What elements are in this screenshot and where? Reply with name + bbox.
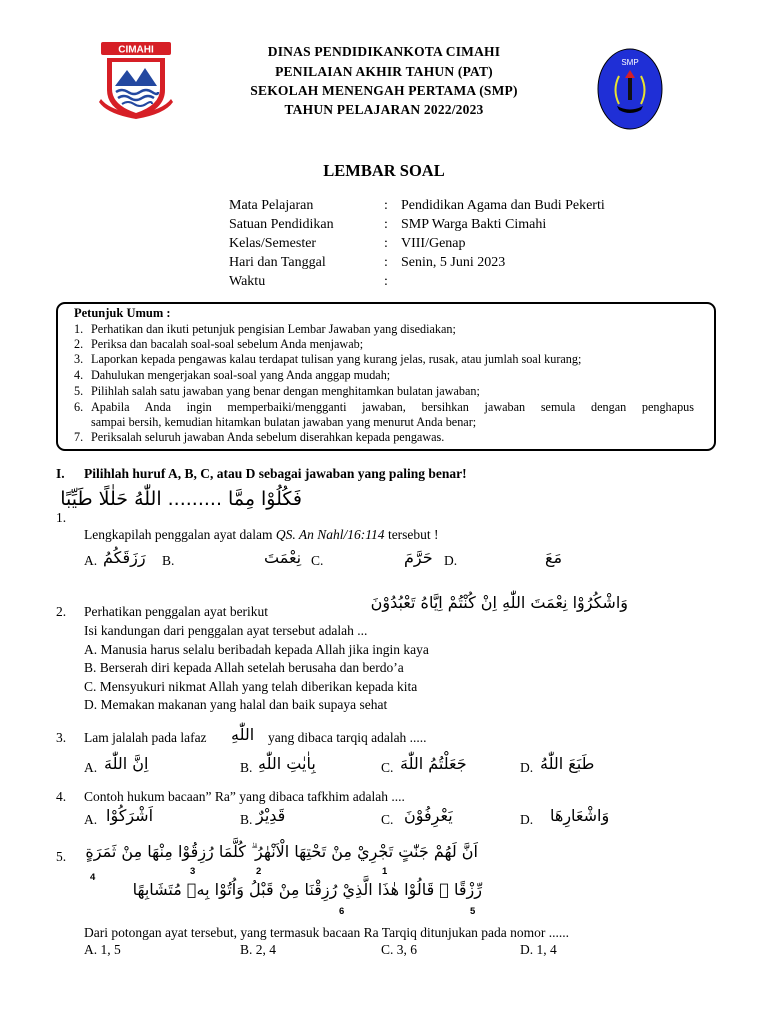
instruction-item: 7. Periksalah seluruh jawaban Anda sebelum diserahkan kepada pengawas. <box>74 430 445 444</box>
q1-text: Lengkapilah penggalan ayat dalam QS. An Nahl/16:114 tersebut ! <box>84 527 439 542</box>
q2-arabic-verse: وَاشْكُرُوْا نِعْمَتَ اللّٰهِ اِنْ كُنْتُمْ اِيَّاهُ تَعْبُدُوْنَ <box>370 593 628 612</box>
info-colon: : <box>384 255 388 270</box>
q4-text: Contoh hukum bacaan” Ra” yang dibaca tafkhim adalah .... <box>84 789 405 804</box>
info-value: Senin, 5 Juni 2023 <box>401 255 506 270</box>
option-text: C. Mensyukuri nikmat Allah yang telah diberikan kepada kita <box>84 679 418 694</box>
option-label: D. <box>520 760 534 775</box>
page-title: LEMBAR SOAL <box>323 161 445 180</box>
instruction-text: Apabila Anda ingin memperbaiki/mengganti jawaban, bersihkan jawaban semula dengan penghapus <box>91 400 694 414</box>
q5-arabic-line-2: رِّزْقًا ۙ قَالُوْا هٰذَا الَّذِيْ رُزِقْنَا مِنْ قَبْلُ وَاُتُوْا بِهٖ مُتَشَابِهًا <box>132 880 482 899</box>
option-arabic: حَرَّمَ <box>404 548 433 567</box>
option-text: B. Berserah diri kepada Allah setelah berusaha dan berdo’a <box>84 660 404 675</box>
info-value: SMP Warga Bakti Cimahi <box>401 217 547 232</box>
header-line-4: TAHUN PELAJARAN 2022/2023 <box>284 102 484 117</box>
q3-text-post: yang dibaca tarqiq adalah ..... <box>268 730 427 745</box>
option-arabic: يَعْرِفُوْنَ <box>404 806 453 825</box>
marker-number: 1 <box>382 866 388 877</box>
option-arabic: رَزَقَكُمُ <box>103 548 146 567</box>
section-number: I. <box>56 466 65 481</box>
info-value: VIII/Genap <box>401 236 466 251</box>
q2-stem: Isi kandungan dari penggalan ayat tersebut adalah ... <box>84 623 368 638</box>
instruction-item: 4. Dahulukan mengerjakan soal-soal yang Anda anggap mudah; <box>74 368 391 382</box>
marker-number: 2 <box>256 866 262 877</box>
option-text: D. 1, 4 <box>520 942 557 957</box>
question-number: 1. <box>56 510 67 525</box>
q3-text-pre: Lam jalalah pada lafaz <box>84 730 207 745</box>
instruction-item: 3. Laporkan kepada pengawas kalau terdapat tulisan yang kurang jelas, rusak, atau jumlah soal kurang; <box>74 352 582 366</box>
section-instruction: Pilihlah huruf A, B, C, atau D sebagai jawaban yang paling benar! <box>84 466 467 481</box>
info-label: Mata Pelajaran <box>229 198 314 213</box>
logo-left-text: CIMAHI <box>118 44 154 56</box>
marker-number: 4 <box>90 872 96 883</box>
marker-number: 5 <box>470 906 476 917</box>
option-arabic: قَدِيْرٌ <box>256 806 286 825</box>
option-text: B. 2, 4 <box>240 942 277 957</box>
info-value: Pendidikan Agama dan Budi Pekerti <box>401 198 605 213</box>
smp-school-logo <box>597 48 663 130</box>
info-label: Waktu <box>229 274 266 289</box>
header-line-3: SEKOLAH MENENGAH PERTAMA (SMP) <box>250 83 518 98</box>
option-label: A. <box>84 760 98 775</box>
instructions-title: Petunjuk Umum : <box>74 306 171 320</box>
option-arabic: بِاٰيٰتِ اللّٰهِ <box>258 754 316 773</box>
marker-number: 6 <box>339 906 345 917</box>
header-line-1: DINAS PENDIDIKANKOTA CIMAHI <box>267 44 501 59</box>
instruction-item: 2. Periksa dan bacalah soal-soal sebelum Anda menjawab; <box>74 337 364 351</box>
info-colon: : <box>384 236 388 251</box>
info-label: Hari dan Tanggal <box>229 255 326 270</box>
question-number: 4. <box>56 789 67 804</box>
question-number: 5. <box>56 849 67 864</box>
option-label: A. <box>84 812 98 827</box>
marker-number: 3 <box>190 866 196 877</box>
info-colon: : <box>384 274 388 289</box>
option-arabic: طَبَعَ اللّٰهُ <box>540 754 595 773</box>
q1-arabic-verse: فَكُلُوْا مِمَّا ......... اللّٰهُ حَلٰلًا طَيِّبًا <box>60 488 302 510</box>
option-text: C. 3, 6 <box>381 942 418 957</box>
logo-right-text: SMP <box>621 58 639 67</box>
option-label: B. <box>240 812 253 827</box>
option-arabic: جَعَلْتُمُ اللّٰهَ <box>400 754 467 773</box>
option-text: A. Manusia harus selalu beribadah kepada Allah jika ingin kaya <box>84 642 429 657</box>
info-label: Kelas/Semester <box>229 236 317 251</box>
instruction-continuation: sampai bersih, kemudian hitamkan bulatan jawaban yang menurut Anda benar; <box>91 415 477 429</box>
question-number: 2. <box>56 604 67 619</box>
option-arabic: وَاشْعَارِهَا <box>550 806 610 825</box>
option-label: D. <box>444 553 458 568</box>
option-label: A. <box>84 553 98 568</box>
option-label: D. <box>520 812 534 827</box>
option-label: C. <box>381 812 394 827</box>
q5-stem: Dari potongan ayat tersebut, yang termasuk bacaan Ra Tarqiq ditunjukan pada nomor ...... <box>84 925 570 940</box>
instruction-item: 6. <box>74 400 84 414</box>
option-arabic: اَشْرَكُوْا <box>106 806 154 825</box>
option-text: A. 1, 5 <box>84 942 121 957</box>
q2-text: Perhatikan penggalan ayat berikut <box>84 604 269 619</box>
question-number: 3. <box>56 730 67 745</box>
option-arabic: نِعْمَتَ <box>264 548 302 567</box>
option-label: C. <box>311 553 324 568</box>
info-label: Satuan Pendidikan <box>229 217 334 232</box>
info-colon: : <box>384 217 388 232</box>
instruction-item: 1. Perhatikan dan ikuti petunjuk pengisian Lembar Jawaban yang disediakan; <box>74 322 456 336</box>
option-label: B. <box>240 760 253 775</box>
option-arabic: مَعَ <box>545 548 563 567</box>
instruction-item: 5. Pilihlah salah satu jawaban yang benar dengan menghitamkan bulatan jawaban; <box>74 384 480 398</box>
q5-arabic-line-1: اَنَّ لَهُمْ جَنّٰتٍ تَجْرِيْ مِنْ تَحْتِهَا الْاَنْهٰرُ ۗ كُلَّمَا رُزِقُوْا مِنْهَا مِنْ ثَمَرَةٍ <box>85 842 478 861</box>
option-text: D. Memakan makanan yang halal dan baik supaya sehat <box>84 697 388 712</box>
info-colon: : <box>384 198 388 213</box>
q3-arabic-lafaz: اللّٰهِ <box>231 725 255 744</box>
header-line-2: PENILAIAN AKHIR TAHUN (PAT) <box>275 64 493 79</box>
option-label: B. <box>162 553 175 568</box>
option-arabic: اِنَّ اللّٰهَ <box>104 754 149 773</box>
option-label: C. <box>381 760 394 775</box>
